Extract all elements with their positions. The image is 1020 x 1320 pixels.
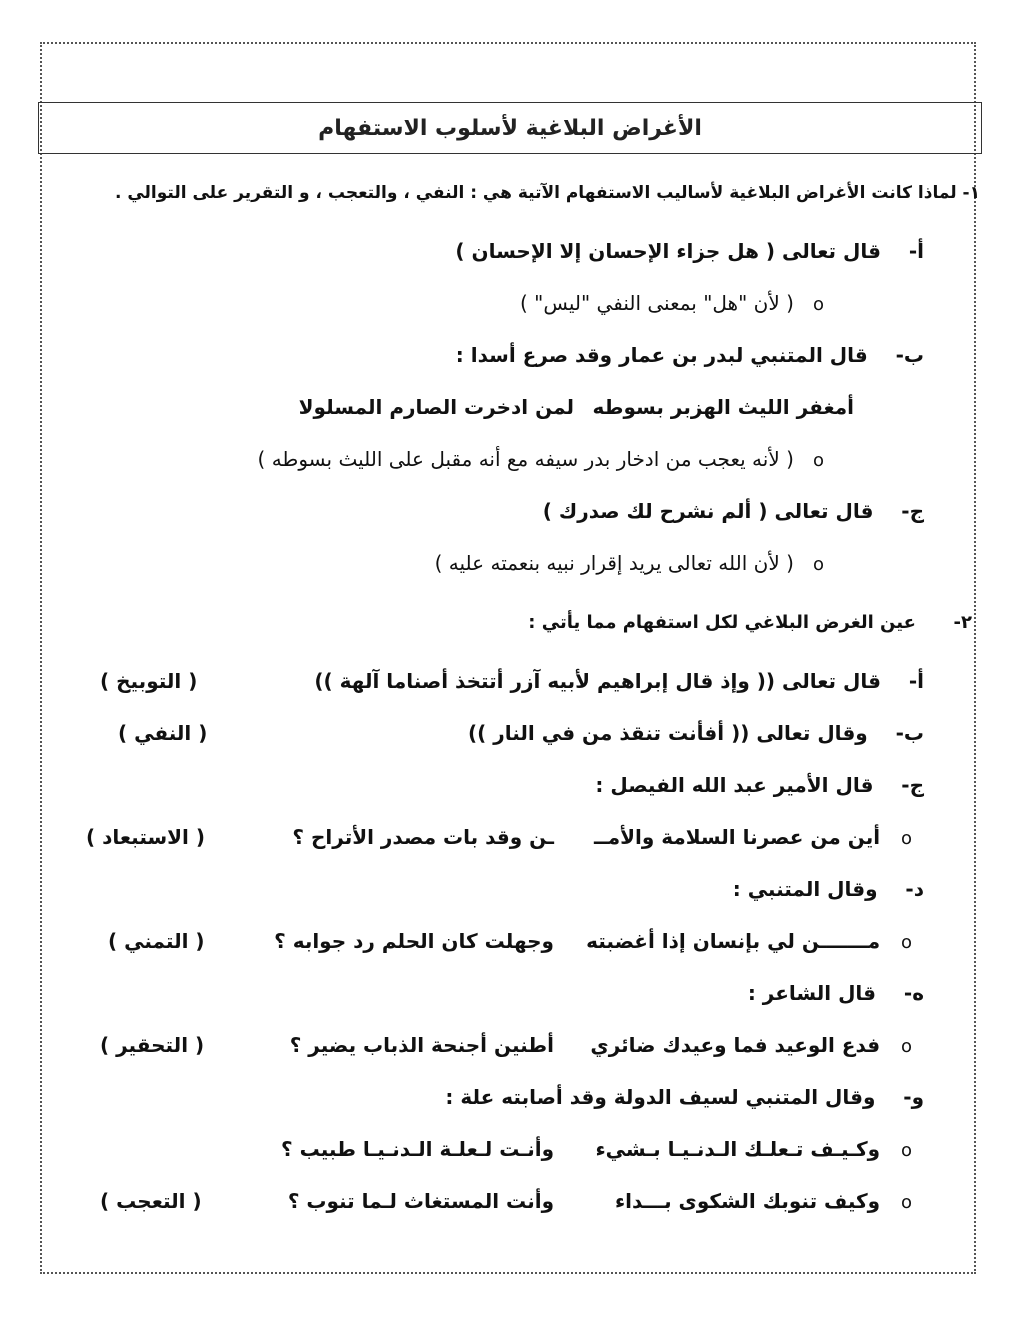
q1-item-c-answer	[435, 550, 824, 578]
q2-item-c-verse-left: ـن وقد بات مصدر الأتراح ؟	[292, 825, 554, 849]
q2-item-e-letter: ه-	[903, 981, 924, 1005]
q2-item-f	[445, 1084, 924, 1110]
q2-item-f-verse1-right-text: وكـيـف تـعلـك الـدنـيـا بـشيء	[595, 1137, 881, 1161]
q2-item-b-answer: ( النفي )	[118, 721, 208, 745]
q1-item-a	[455, 238, 924, 264]
q2-item-c-answer: ( الاستبعاد )	[86, 825, 206, 849]
q2-item-d-letter: د-	[905, 877, 924, 901]
q2-number: ٢-	[953, 612, 972, 633]
q2-item-c	[595, 772, 924, 798]
q2-heading	[528, 610, 972, 636]
q1-item-a-letter: أ-	[908, 239, 924, 263]
q1-item-c-answer-text: ( لأن الله تعالى يريد إقرار نبيه بنعمته عليه )	[434, 551, 794, 575]
q1-item-a-answer	[520, 290, 824, 318]
bullet-icon: o	[900, 1036, 912, 1057]
q2-item-f-text: وقال المتنبي لسيف الدولة وقد أصابته علة :	[445, 1085, 876, 1109]
q1-item-b-letter: ب-	[895, 343, 924, 367]
q2-item-a-letter: أ-	[908, 669, 924, 693]
q1-item-c-letter: ج-	[901, 499, 924, 523]
q2-item-f-verse1-left: وأنـت لـعلـة الـدنـيـا طبيب ؟	[281, 1137, 554, 1161]
q2-item-e-verse-right	[590, 1032, 912, 1060]
q2-item-f-answer: ( التعجب )	[100, 1189, 202, 1213]
q2-item-e-verse-right-text: فدع الوعيد فما وعيدك ضائري	[590, 1033, 881, 1057]
q2-item-b-letter: ب-	[895, 721, 924, 745]
bullet-icon: o	[900, 1140, 912, 1161]
q2-item-d-text: وقال المتنبي :	[732, 877, 878, 901]
q2-item-a	[314, 668, 924, 694]
q2-item-f-verse1-right	[595, 1136, 912, 1164]
q2-item-c-verse-right-text: أين من عصرنا السلامة والأمــ	[594, 825, 881, 849]
bullet-icon: o	[900, 932, 912, 953]
bullet-icon: o	[812, 450, 824, 471]
q2-item-a-answer: ( التوبيخ )	[100, 669, 198, 693]
q1-item-b-text: قال المتنبي لبدر بن عمار وقد صرع أسدا :	[455, 343, 868, 367]
bullet-icon: o	[812, 294, 824, 315]
q1-heading	[115, 180, 980, 206]
q2-item-e-text: قال الشاعر :	[747, 981, 877, 1005]
q2-item-f-verse2-left: وأنت المستغاث لـما تنوب ؟	[287, 1189, 554, 1213]
q2-text: عين الغرض البلاغي لكل استفهام مما يأتي :	[528, 612, 916, 633]
q2-item-e	[748, 980, 924, 1006]
q2-item-f-verse2-right	[615, 1188, 912, 1216]
q1-item-b-verse-left: لمن ادخرت الصارم المسلولا	[298, 395, 574, 419]
q2-item-d-answer: ( التمني )	[108, 929, 205, 953]
q1-text: لماذا كانت الأغراض البلاغية لأساليب الاستفهام الآتية هي : النفي ، والتعجب ، و التقرير على التوالي .	[114, 183, 957, 203]
q1-item-b	[456, 342, 924, 368]
q1-item-b-verse-right: أمغفر الليث الهزبر بسوطه	[592, 395, 854, 419]
q2-item-b-text: وقال تعالى (( أفأنت تنقذ من في النار ))	[467, 721, 868, 745]
q1-item-b-answer	[258, 446, 824, 474]
q2-item-e-answer: ( التحقير )	[100, 1033, 205, 1057]
q1-item-c	[543, 498, 924, 524]
bullet-icon: o	[812, 554, 824, 575]
q2-item-a-text: قال تعالى (( وإذ قال إبراهيم لأبيه آزر أتتخذ أصناما آلهة ))	[314, 669, 881, 693]
q2-item-c-text: قال الأمير عبد الله الفيصل :	[595, 773, 874, 797]
q1-item-a-answer-text: ( لأن "هل" بمعنى النفي "ليس" )	[519, 291, 794, 315]
bullet-icon: o	[900, 828, 912, 849]
q2-item-d-verse-right	[586, 928, 912, 956]
title-box	[38, 102, 982, 154]
q1-number: ١-	[962, 183, 980, 203]
q2-item-b	[468, 720, 924, 746]
q1-item-b-answer-text: ( لأنه يعجب من ادخار بدر سيفه مع أنه مقبل على الليث بسوطه )	[257, 447, 794, 471]
q2-item-f-letter: و-	[903, 1085, 924, 1109]
q2-item-d-verse-left: وجهلت كان الحلم رد جوابه ؟	[274, 929, 554, 953]
q2-item-c-verse-right	[594, 824, 912, 852]
q2-item-d-verse-right-text: مـــــــن لي بإنسان إذا أغضبته	[586, 929, 881, 953]
q2-item-f-verse2-right-text: وكيف تنوبك الشكوى بـــداء	[614, 1189, 881, 1213]
page-title: الأغراض البلاغية لأسلوب الاستفهام	[318, 115, 702, 141]
q2-item-e-verse-left: أطنين أجنحة الذباب يضير ؟	[289, 1033, 554, 1057]
q1-item-a-text: قال تعالى ( هل جزاء الإحسان إلا الإحسان )	[455, 239, 881, 263]
q2-item-d	[733, 876, 924, 902]
bullet-icon: o	[900, 1192, 912, 1213]
q1-item-c-text: قال تعالى ( ألم نشرح لك صدرك )	[542, 499, 874, 523]
q2-item-c-letter: ج-	[901, 773, 924, 797]
